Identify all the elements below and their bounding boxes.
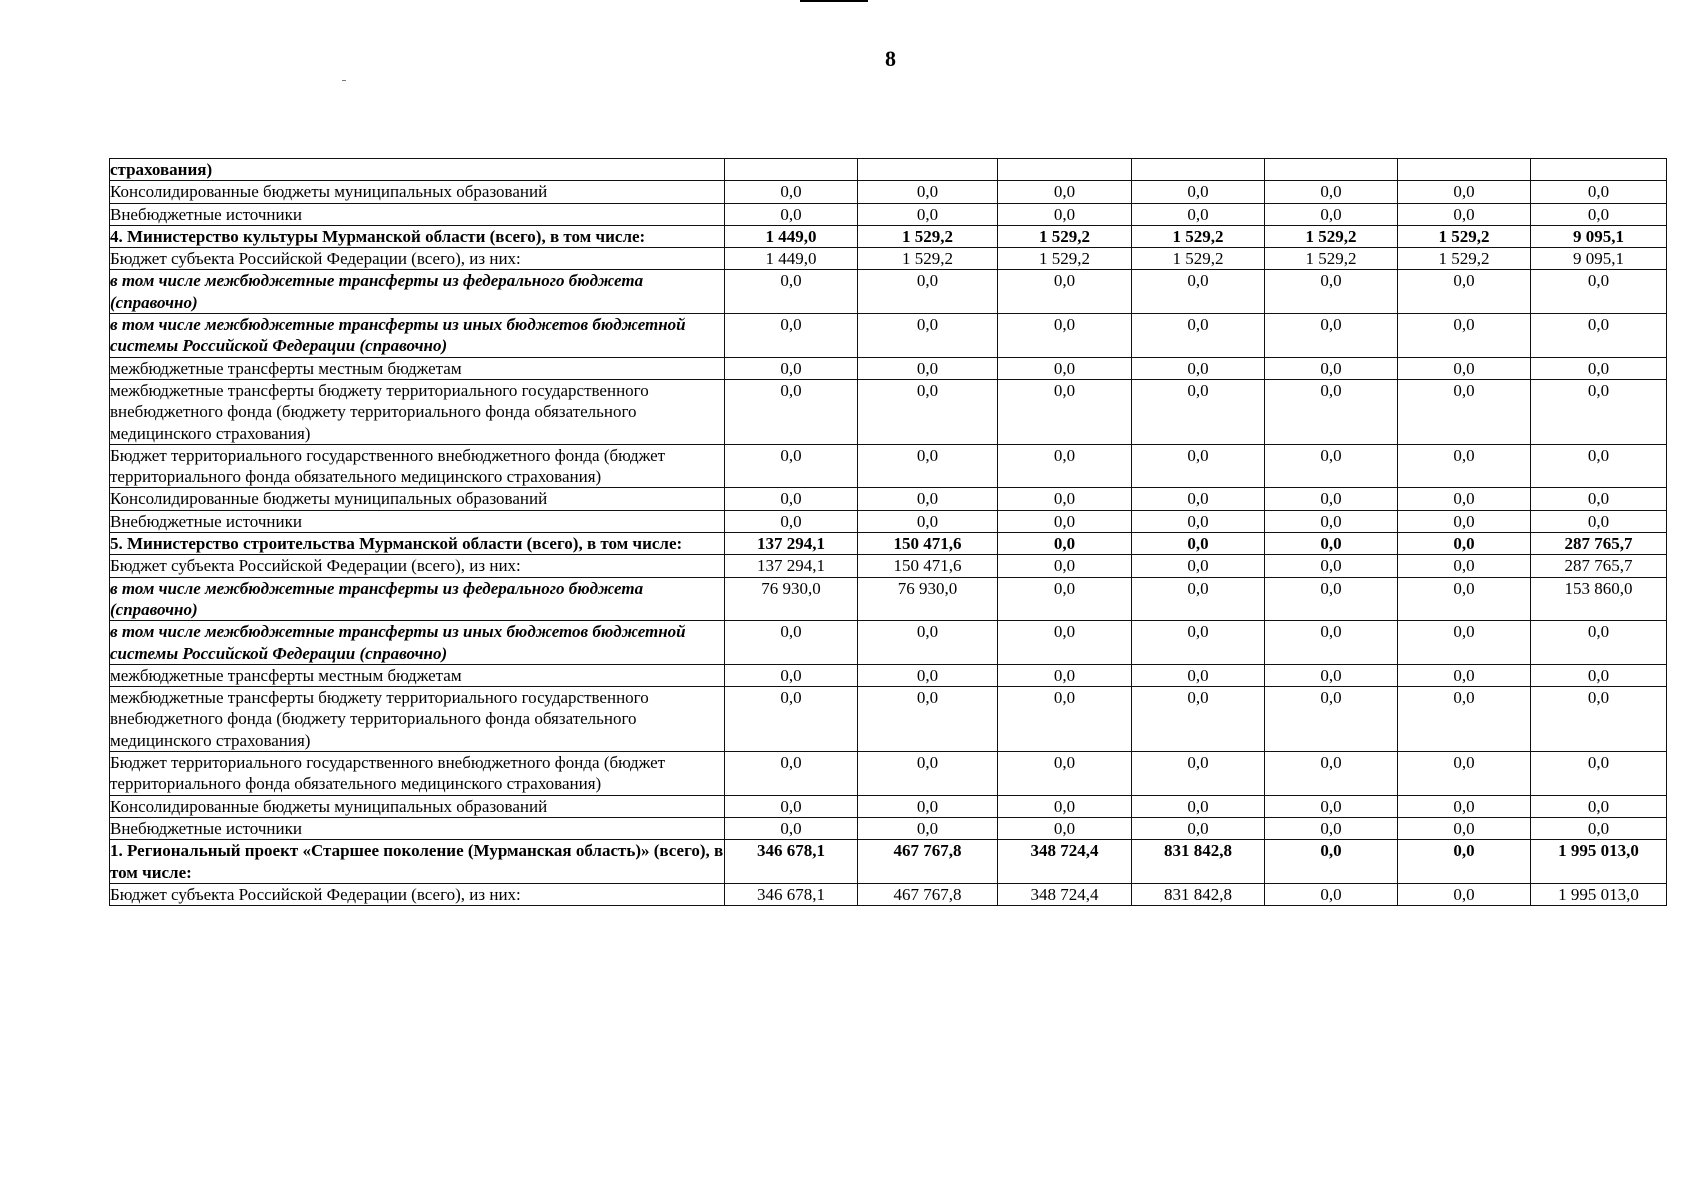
value-cell: 0,0: [725, 314, 858, 358]
value-cell: 0,0: [998, 687, 1132, 752]
value-cell: 150 471,6: [858, 533, 998, 555]
value-cell: 0,0: [1265, 555, 1398, 577]
value-cell: 0,0: [1398, 817, 1531, 839]
value-cell: 1 529,2: [858, 225, 998, 247]
row-label: в том числе межбюджетные трансферты из федерального бюджета (справочно): [110, 577, 725, 621]
value-cell: 0,0: [1132, 817, 1265, 839]
value-cell: 0,0: [1132, 621, 1265, 665]
row-label: страхования): [110, 159, 725, 181]
table-row: [110, 488, 1667, 510]
value-cell: 1 995 013,0: [1531, 883, 1667, 905]
table-row: [110, 357, 1667, 379]
value-cell: 0,0: [1531, 488, 1667, 510]
table-row: [110, 510, 1667, 532]
value-cell: 150 471,6: [858, 555, 998, 577]
value-cell: 0,0: [858, 488, 998, 510]
value-cell: 0,0: [1132, 444, 1265, 488]
row-label: межбюджетные трансферты бюджету территориального государственного внебюджетного фонда (бюджету территориального фонда обязательного медицинского страхования): [110, 687, 725, 752]
value-cell: 0,0: [1531, 270, 1667, 314]
value-cell: [1531, 159, 1667, 181]
table-row: [110, 203, 1667, 225]
value-cell: 1 529,2: [1132, 225, 1265, 247]
table-row: [110, 795, 1667, 817]
table-row: [110, 533, 1667, 555]
top-rule: [800, 0, 868, 2]
value-cell: 287 765,7: [1531, 555, 1667, 577]
value-cell: 0,0: [1398, 488, 1531, 510]
table-row: [110, 840, 1667, 884]
value-cell: 0,0: [725, 357, 858, 379]
value-cell: 348 724,4: [998, 840, 1132, 884]
value-cell: 1 449,0: [725, 225, 858, 247]
value-cell: 0,0: [1398, 664, 1531, 686]
value-cell: [858, 159, 998, 181]
table-row: [110, 687, 1667, 752]
value-cell: 0,0: [1132, 577, 1265, 621]
value-cell: 0,0: [998, 817, 1132, 839]
value-cell: [1265, 159, 1398, 181]
table-row: [110, 270, 1667, 314]
value-cell: 0,0: [998, 752, 1132, 796]
value-cell: 137 294,1: [725, 533, 858, 555]
value-cell: 0,0: [1265, 817, 1398, 839]
value-cell: 0,0: [725, 379, 858, 444]
value-cell: 0,0: [858, 181, 998, 203]
value-cell: 0,0: [1531, 181, 1667, 203]
value-cell: 287 765,7: [1531, 533, 1667, 555]
value-cell: 0,0: [725, 752, 858, 796]
value-cell: 0,0: [858, 314, 998, 358]
value-cell: 0,0: [1398, 444, 1531, 488]
row-label: Бюджет субъекта Российской Федерации (всего), из них:: [110, 248, 725, 270]
value-cell: 0,0: [1265, 577, 1398, 621]
table-row: [110, 577, 1667, 621]
value-cell: 0,0: [1265, 840, 1398, 884]
value-cell: 0,0: [725, 444, 858, 488]
row-label: Внебюджетные источники: [110, 817, 725, 839]
value-cell: 0,0: [1398, 510, 1531, 532]
value-cell: 0,0: [725, 621, 858, 665]
value-cell: 0,0: [725, 795, 858, 817]
value-cell: 0,0: [858, 687, 998, 752]
value-cell: 0,0: [998, 555, 1132, 577]
value-cell: 0,0: [1265, 488, 1398, 510]
table-row: [110, 159, 1667, 181]
value-cell: 0,0: [998, 181, 1132, 203]
value-cell: 0,0: [1132, 752, 1265, 796]
value-cell: 9 095,1: [1531, 248, 1667, 270]
value-cell: 0,0: [858, 664, 998, 686]
value-cell: 0,0: [1265, 270, 1398, 314]
value-cell: 0,0: [998, 621, 1132, 665]
value-cell: 831 842,8: [1132, 840, 1265, 884]
value-cell: 0,0: [1398, 621, 1531, 665]
value-cell: 0,0: [1531, 621, 1667, 665]
value-cell: 0,0: [998, 510, 1132, 532]
value-cell: 0,0: [1265, 379, 1398, 444]
row-label: в том числе межбюджетные трансферты из федерального бюджета (справочно): [110, 270, 725, 314]
value-cell: 1 449,0: [725, 248, 858, 270]
table-row: [110, 664, 1667, 686]
value-cell: 1 529,2: [1132, 248, 1265, 270]
value-cell: 0,0: [1398, 379, 1531, 444]
value-cell: 467 767,8: [858, 883, 998, 905]
value-cell: 0,0: [1531, 664, 1667, 686]
value-cell: 0,0: [858, 510, 998, 532]
table-row: [110, 225, 1667, 247]
value-cell: 0,0: [1132, 488, 1265, 510]
page-number: 8: [885, 46, 896, 71]
value-cell: 0,0: [725, 817, 858, 839]
row-label: Консолидированные бюджеты муниципальных образований: [110, 181, 725, 203]
value-cell: 467 767,8: [858, 840, 998, 884]
value-cell: 0,0: [858, 357, 998, 379]
value-cell: 0,0: [1531, 444, 1667, 488]
value-cell: 0,0: [1531, 203, 1667, 225]
value-cell: 0,0: [725, 181, 858, 203]
row-label: Консолидированные бюджеты муниципальных образований: [110, 795, 725, 817]
value-cell: 346 678,1: [725, 840, 858, 884]
value-cell: 0,0: [1398, 752, 1531, 796]
value-cell: 0,0: [1531, 687, 1667, 752]
value-cell: 0,0: [1265, 314, 1398, 358]
value-cell: 76 930,0: [858, 577, 998, 621]
value-cell: 0,0: [858, 752, 998, 796]
table-row: [110, 555, 1667, 577]
value-cell: 0,0: [998, 357, 1132, 379]
row-label: межбюджетные трансферты местным бюджетам: [110, 664, 725, 686]
value-cell: 0,0: [1132, 270, 1265, 314]
value-cell: 0,0: [1265, 687, 1398, 752]
value-cell: 0,0: [858, 270, 998, 314]
value-cell: 0,0: [1132, 664, 1265, 686]
value-cell: 0,0: [1265, 203, 1398, 225]
value-cell: 0,0: [725, 510, 858, 532]
row-label: в том числе межбюджетные трансферты из иных бюджетов бюджетной системы Российской Федерации (справочно): [110, 314, 725, 358]
row-label: 1. Региональный проект «Старшее поколение (Мурманская область)» (всего), в том числе:: [110, 841, 724, 882]
value-cell: 0,0: [1398, 181, 1531, 203]
value-cell: 0,0: [1132, 687, 1265, 752]
value-cell: 0,0: [1132, 555, 1265, 577]
value-cell: 0,0: [1398, 883, 1531, 905]
budget-table-body: [110, 159, 1667, 906]
value-cell: 0,0: [1531, 379, 1667, 444]
table-row: [110, 181, 1667, 203]
value-cell: 0,0: [725, 203, 858, 225]
value-cell: 0,0: [998, 488, 1132, 510]
value-cell: 153 860,0: [1531, 577, 1667, 621]
value-cell: 1 529,2: [1265, 248, 1398, 270]
value-cell: 0,0: [1531, 817, 1667, 839]
value-cell: [725, 159, 858, 181]
value-cell: 0,0: [1132, 203, 1265, 225]
budget-table: [109, 158, 1667, 906]
table-row: [110, 817, 1667, 839]
value-cell: 0,0: [1398, 795, 1531, 817]
row-label: межбюджетные трансферты бюджету территориального государственного внебюджетного фонда (бюджету территориального фонда обязательного медицинского страхования): [110, 379, 725, 444]
value-cell: 0,0: [1265, 444, 1398, 488]
value-cell: [1132, 159, 1265, 181]
row-label: Бюджет субъекта Российской Федерации (всего), из них:: [110, 883, 725, 905]
value-cell: 137 294,1: [725, 555, 858, 577]
table-row: [110, 379, 1667, 444]
value-cell: 0,0: [1132, 533, 1265, 555]
table-row: [110, 621, 1667, 665]
value-cell: 0,0: [1398, 555, 1531, 577]
row-label: Бюджет территориального государственного внебюджетного фонда (бюджет территориального фонда обязательного медицинского страхования): [110, 444, 725, 488]
value-cell: 1 529,2: [1398, 225, 1531, 247]
value-cell: 0,0: [1265, 621, 1398, 665]
value-cell: 1 529,2: [858, 248, 998, 270]
value-cell: 1 529,2: [1398, 248, 1531, 270]
value-cell: 0,0: [858, 203, 998, 225]
value-cell: 0,0: [1132, 795, 1265, 817]
value-cell: 0,0: [1265, 181, 1398, 203]
value-cell: 0,0: [998, 533, 1132, 555]
value-cell: 348 724,4: [998, 883, 1132, 905]
value-cell: 0,0: [1531, 752, 1667, 796]
value-cell: 0,0: [725, 664, 858, 686]
value-cell: 0,0: [998, 270, 1132, 314]
value-cell: 0,0: [1398, 357, 1531, 379]
row-label: межбюджетные трансферты местным бюджетам: [110, 357, 725, 379]
scan-speck: [342, 80, 346, 81]
value-cell: 0,0: [1265, 357, 1398, 379]
value-cell: 0,0: [1265, 752, 1398, 796]
value-cell: 0,0: [1398, 577, 1531, 621]
value-cell: 0,0: [1132, 379, 1265, 444]
value-cell: 0,0: [1265, 883, 1398, 905]
value-cell: 0,0: [725, 270, 858, 314]
row-label: 5. Министерство строительства Мурманской области (всего), в том числе:: [110, 533, 725, 555]
row-label: Бюджет территориального государственного внебюджетного фонда (бюджет территориального фонда обязательного медицинского страхования): [110, 752, 725, 796]
value-cell: [1398, 159, 1531, 181]
value-cell: 0,0: [1265, 510, 1398, 532]
value-cell: 0,0: [998, 577, 1132, 621]
table-row: [110, 444, 1667, 488]
value-cell: 0,0: [998, 444, 1132, 488]
value-cell: 831 842,8: [1132, 883, 1265, 905]
value-cell: 0,0: [1132, 181, 1265, 203]
table-row: [110, 314, 1667, 358]
value-cell: 0,0: [1531, 510, 1667, 532]
value-cell: 76 930,0: [725, 577, 858, 621]
value-cell: 0,0: [1531, 357, 1667, 379]
value-cell: 0,0: [725, 687, 858, 752]
row-label: Внебюджетные источники: [110, 510, 725, 532]
value-cell: 0,0: [1132, 314, 1265, 358]
value-cell: 0,0: [1265, 795, 1398, 817]
value-cell: 0,0: [725, 488, 858, 510]
value-cell: 0,0: [998, 203, 1132, 225]
value-cell: 0,0: [858, 621, 998, 665]
row-label: 4. Министерство культуры Мурманской области (всего), в том числе:: [110, 225, 725, 247]
value-cell: 0,0: [1398, 533, 1531, 555]
value-cell: 0,0: [858, 817, 998, 839]
value-cell: 1 529,2: [998, 248, 1132, 270]
value-cell: 0,0: [998, 314, 1132, 358]
value-cell: 0,0: [858, 795, 998, 817]
value-cell: 9 095,1: [1531, 225, 1667, 247]
value-cell: 0,0: [1398, 270, 1531, 314]
value-cell: 0,0: [1265, 533, 1398, 555]
value-cell: 0,0: [1398, 840, 1531, 884]
value-cell: 346 678,1: [725, 883, 858, 905]
table-row: [110, 248, 1667, 270]
table-row: [110, 752, 1667, 796]
row-label: Внебюджетные источники: [110, 203, 725, 225]
value-cell: 1 529,2: [998, 225, 1132, 247]
value-cell: 0,0: [1265, 664, 1398, 686]
value-cell: 0,0: [1531, 314, 1667, 358]
value-cell: 0,0: [1398, 203, 1531, 225]
value-cell: 0,0: [858, 444, 998, 488]
row-label: Бюджет субъекта Российской Федерации (всего), из них:: [110, 555, 725, 577]
value-cell: 0,0: [1398, 314, 1531, 358]
value-cell: 1 995 013,0: [1531, 840, 1667, 884]
value-cell: 0,0: [1531, 795, 1667, 817]
value-cell: 0,0: [1132, 357, 1265, 379]
row-label: в том числе межбюджетные трансферты из иных бюджетов бюджетной системы Российской Федерации (справочно): [110, 621, 725, 665]
value-cell: [998, 159, 1132, 181]
value-cell: 0,0: [1398, 687, 1531, 752]
table-row: [110, 883, 1667, 905]
value-cell: 0,0: [998, 795, 1132, 817]
value-cell: 0,0: [998, 664, 1132, 686]
value-cell: 0,0: [858, 379, 998, 444]
value-cell: 1 529,2: [1265, 225, 1398, 247]
row-label: Консолидированные бюджеты муниципальных образований: [110, 488, 725, 510]
value-cell: 0,0: [998, 379, 1132, 444]
value-cell: 0,0: [1132, 510, 1265, 532]
